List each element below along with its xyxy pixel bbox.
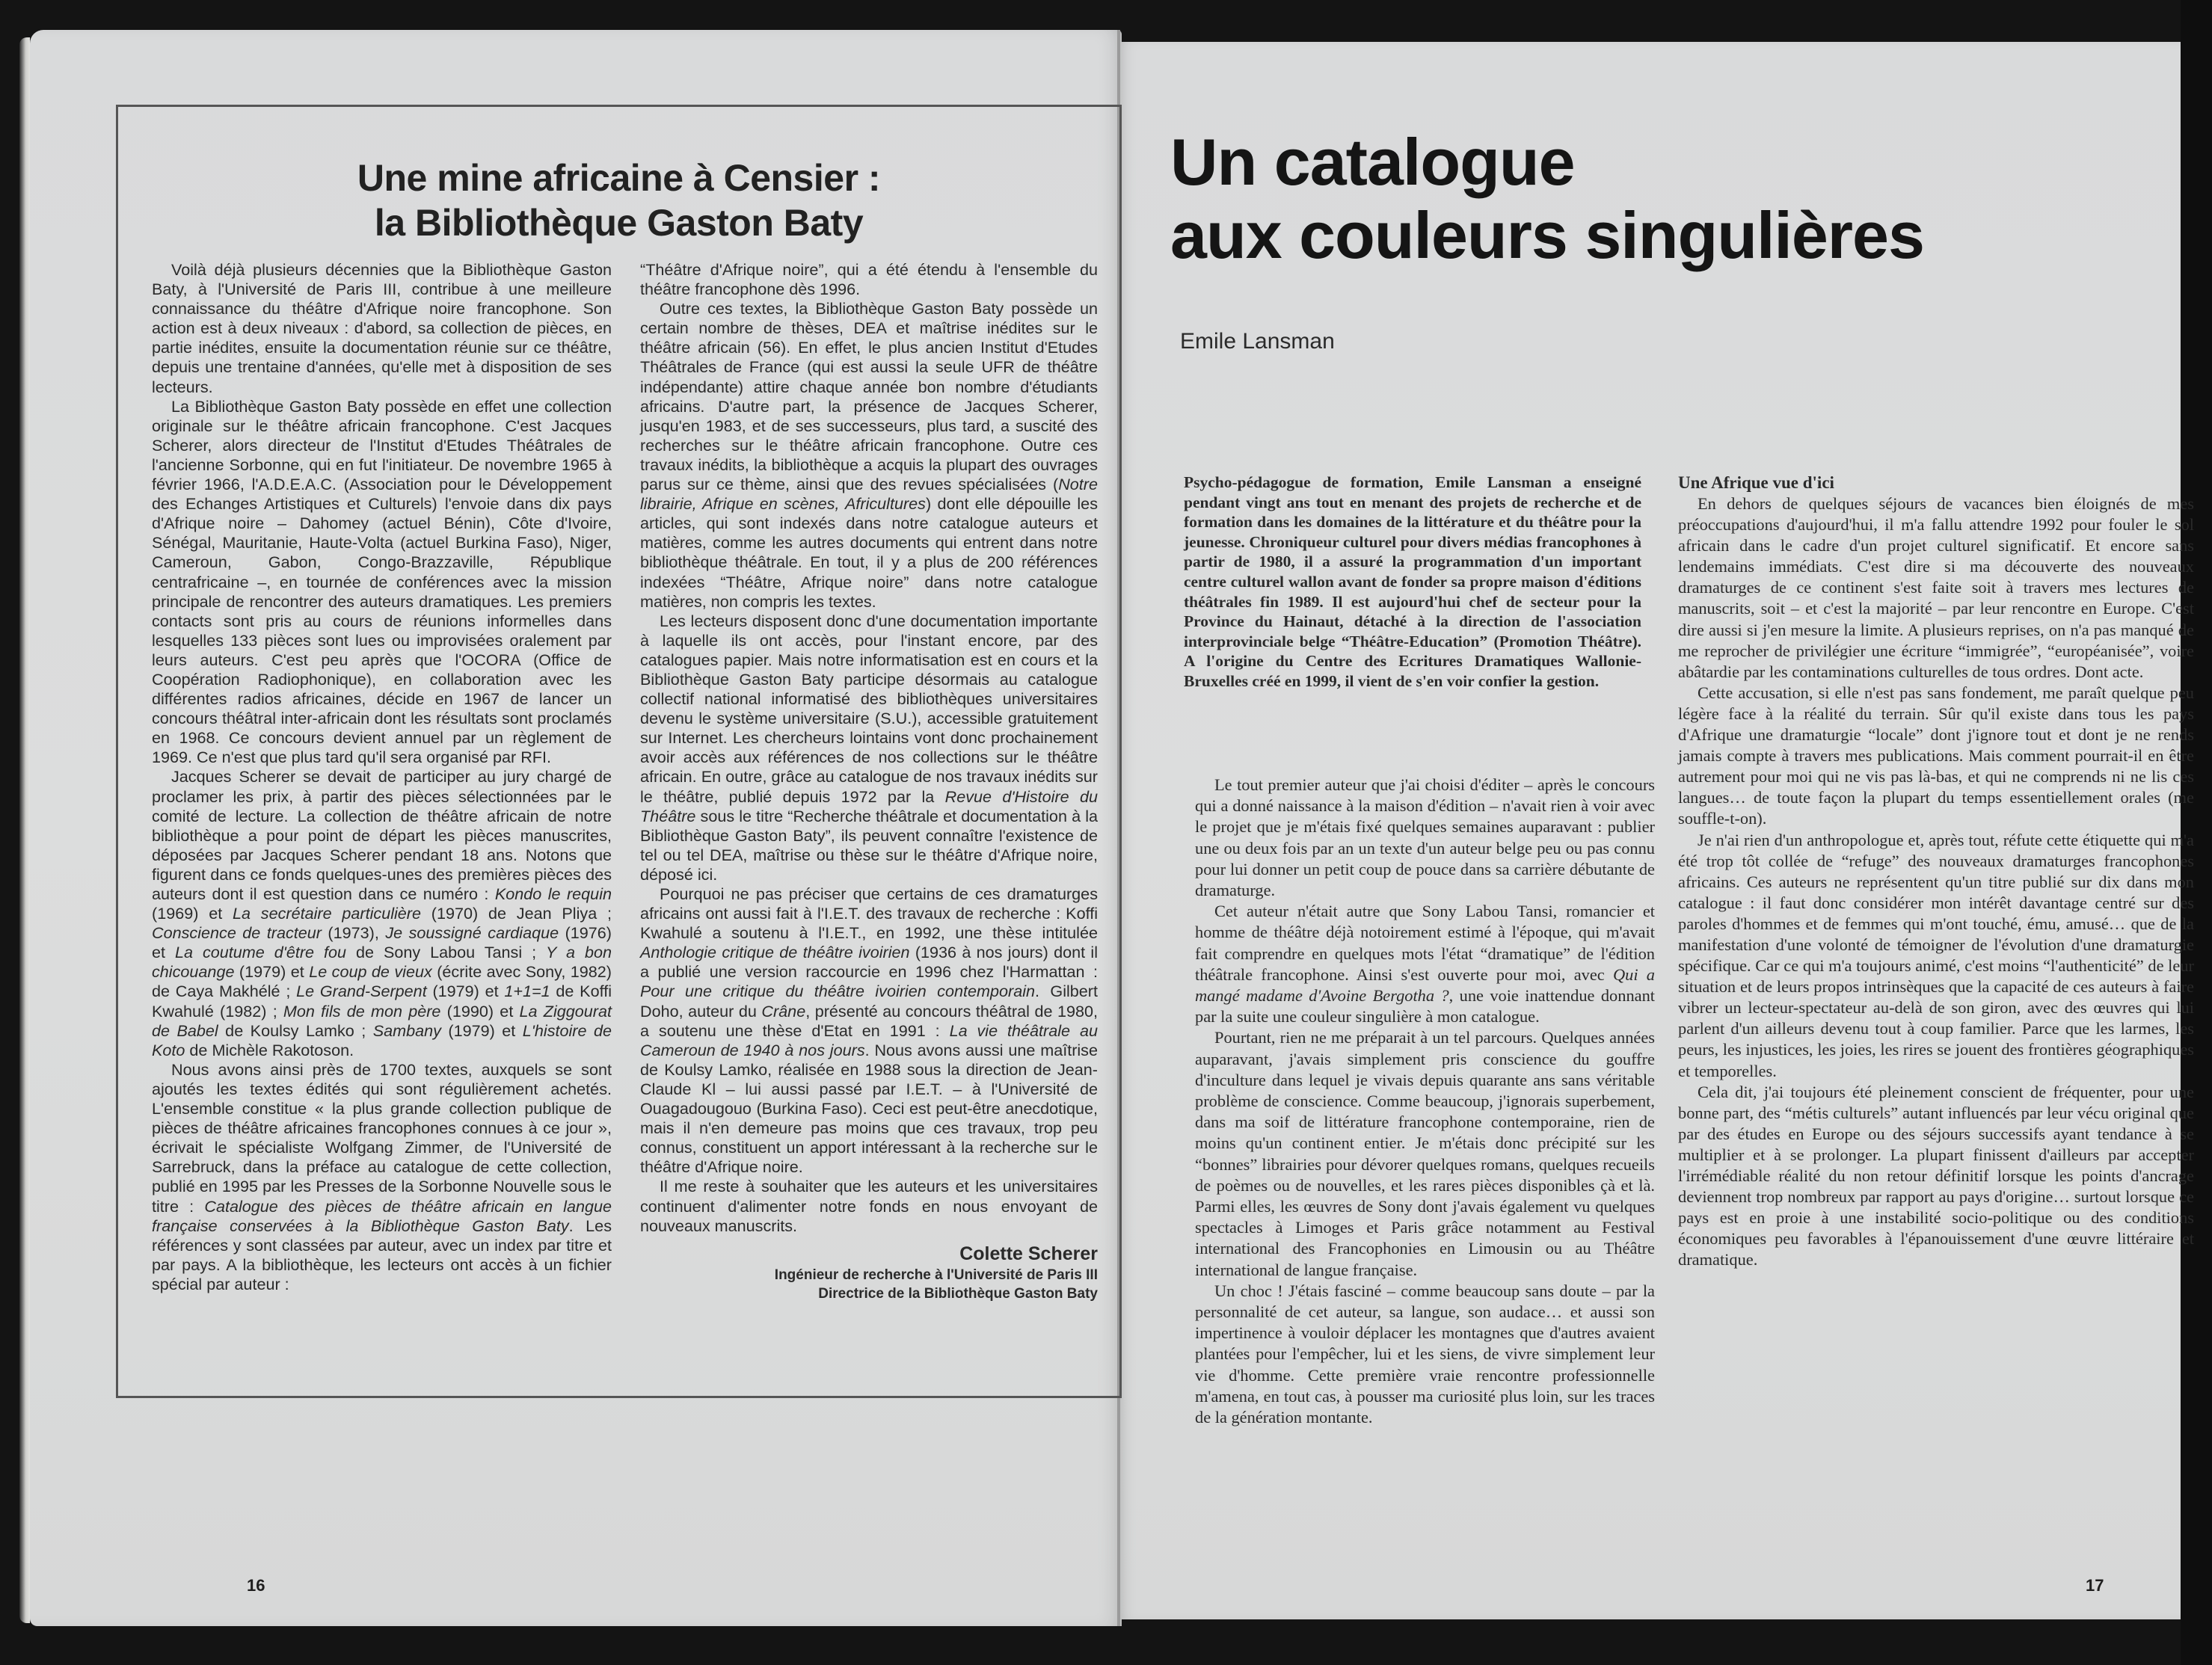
italic-title: Pour une critique du théâtre ivoirien contemporain: [640, 982, 1036, 1001]
italic-title: Crâne: [761, 1001, 806, 1021]
right-title-line-2: aux couleurs singulières: [1170, 198, 1924, 272]
italic-title: La secrétaire particulière: [233, 904, 422, 923]
italic-title: Notre librairie, Afrique en scènes, Africultures: [640, 475, 1098, 514]
right-article-column-1: [1195, 775, 1655, 1428]
italic-title: Catalogue des pièces de théâtre africain en langue française conservées à la Bibliothèque Gaston Baty: [152, 1196, 612, 1235]
signature-role-1: Ingénieur de recherche à l'Université de Paris III: [774, 1267, 1098, 1283]
page-number-left: 16: [247, 1576, 265, 1595]
paragraph: Le tout premier auteur que j'ai choisi d'éditer – après le concours qui a donné naissance à la maison d'édition – n'avait rien à voir avec le projet que je m'étais fixé quelques semaines auparavant : publier une ou deux fois par an un texte d'un auteur belge peu ou pas connu pour lui donner un petit coup de pouce dans sa carrière débutante de dramaturge.: [1195, 775, 1655, 900]
italic-title: Sambany: [372, 1021, 441, 1040]
right-article-title: [1170, 126, 1924, 272]
right-col2-body: [1678, 493, 2194, 1270]
signature-role-2: Directrice de la Bibliothèque Gaston Baty: [818, 1285, 1098, 1302]
page-number-right: 17: [2086, 1576, 2104, 1595]
paragraph: Cet auteur n'était autre que Sony Labou Tansi, romancier et homme de théâtre déjà notoirement estimé à l'époque, qui m'avait fait comprendre en quelques mots l'état “dramatique” de l'édition théâtrale francophone. Ainsi s'est ouverte pour moi, avec Qui a mangé madame d'Avoine Bergotha ?, une voie inattendue donnant par la suite une couleur singulière à mon catalogue.: [1195, 902, 1656, 1027]
paragraph: Cette accusation, si elle n'est pas sans fondement, me paraît quelque peu légère face à la réalité du terrain. Sûr qu'il existe dans tous les pays d'Afrique une dramaturgie “locale” dont j'ignore tout et dont je ne rends jamais compte à travers mes publications. Mais comment pourrait-il en être autrement pour moi qui ne vis pas là-bas, et qui ne comprends ni ne lis ces langues… de toute façon la plupart du temps essentiellement orales (me souffle-t-on).: [1678, 683, 2194, 828]
italic-title: La Ziggourat de Babel: [152, 1001, 612, 1040]
left-col2-body: [640, 260, 1098, 1236]
italic-title: Anthologie critique de théâtre ivoirien: [640, 943, 910, 962]
italic-title: 1+1=1: [504, 982, 550, 1001]
left-article-column-1: [152, 260, 612, 1294]
paragraph: Jacques Scherer se devait de participer au jury chargé de proclamer les prix, à partir des pièces sélectionnées par le comité de lecture. La collection de théâtre africain de notre bibliothèque a pour point de départ les pièces manuscrites, déposées par Jacques Scherer pendant 18 ans. Notons que figurent dans ce fonds quelques-unes des premières pièces des auteurs dont il est question dans ce numéro : Kondo le requin (1969) et La secrétaire particulière (1970) de Jean Pliya ; Conscience de tracteur (1973), Je soussigné cardiaque (1976) et La coutume d'être fou de Sony Labou Tansi ; Y a bon chicouange (1979) et Le coup de vieux (écrite avec Sony, 1982) de Caya Makhélé ; Le Grand-Serpent (1979) et 1+1=1 de Koffi Kwahulé (1982) ; Mon fils de mon père (1990) et La Ziggourat de Babel de Koulsy Lamko ; Sambany (1979) et L'histoire de Koto de Michèle Rakotoson.: [152, 767, 612, 1059]
author-bio-text: Psycho-pédagogue de formation, Emile Lansman a enseigné pendant vingt ans tout en menant des projets de recherche et de formation dans les domaines de la littérature et du théâtre pour la jeunesse. Chroniqueur culturel pour divers médias francophones à partir de 1980, il a assuré la programmation d'un important centre culturel wallon avant de fonder sa propre maison d'éditions théâtrales fin 1989. Il est aujourd'hui chef de secteur pour la Province du Hainaut, détaché à la direction de l'association interprovinciale belge “Théâtre-Education” (Promotion Théâtre). A l'origine du Centre des Ecritures Dramatiques Wallonie-Bruxelles créé en 1999, il vient de s'en voir confier la gestion.: [1184, 473, 1641, 690]
article-author: Emile Lansman: [1180, 329, 1335, 354]
left-article-column-2: [640, 260, 1098, 1303]
paragraph: Pourquoi ne pas préciser que certains de ces dramaturges africains ont aussi fait à l'I.E.T. des travaux de recherche : Koffi Kwahulé a soutenu à l'I.E.T., en 1992, une thèse intitulée Anthologie critique de théâtre ivoirien (1936 à nos jours) dont il a publié une version raccourcie en 1996 chez l'Harmattan : Pour une critique du théâtre ivoirien contemporain. Gilbert Doho, auteur du Crâne, présenté au concours théâtral de 1980, a soutenu une thèse d'Etat en 1991 : La vie théâtrale au Cameroun de 1940 à nos jours. Nous avons aussi une maîtrise de Koulsy Lamko, réalisée en 1988 sous la direction de Jean-Claude Kl – lui aussi passé par I.E.T. – à l'Université de Ouagadougouo (Burkina Faso). Ceci est peut-être anecdotique, mais il n'en demeure pas moins que ces travaux, trop peu connus, constituent un apport intéressant à la recherche sur le théâtre d'Afrique noire.: [640, 884, 1098, 1177]
paragraph: Voilà déjà plusieurs décennies que la Bibliothèque Gaston Baty, à l'Université de Paris III, contribue à une meilleure connaissance du théâtre d'Afrique noire francophone. Son action est à deux niveaux : d'abord, sa collection de pièces, en partie inédites, ensuite la documentation réunie sur ce théâtre, depuis une trentaine d'années, qu'elle met à disposition de ses lecteurs.: [152, 260, 612, 396]
italic-title: Revue d'Histoire du Théâtre: [640, 787, 1098, 825]
paragraph: Nous avons ainsi près de 1700 textes, auxquels se sont ajoutés les textes édités qui sont régulièrement achetés. L'ensemble constitue « la plus grande collection publique de pièces de théâtre africaines francophones connues à ce jour », écrivait le spécialiste Wolfgang Zimmer, de l'Université de Sarrebruck, dans la préface au catalogue de cette collection, publié en 1995 par les Presses de la Sorbonne Nouvelle sous le titre : Catalogue des pièces de théâtre africain en langue française conservées à la Bibliothèque Gaston Baty. Les références y sont classées par auteur, avec un index par titre et par pays. A la bibliothèque, les lecteurs ont accès à un fichier spécial par auteur :: [152, 1059, 612, 1293]
left-title-line-1: Une mine africaine à Censier :: [357, 157, 881, 199]
right-title-line-1: Un catalogue: [1170, 125, 1575, 199]
paragraph: “Théâtre d'Afrique noire”, qui a été étendu à l'ensemble du théâtre francophone dès 1996.: [640, 260, 1098, 299]
italic-title: Y a bon chicouange: [152, 943, 612, 982]
italic-title: Le Grand-Serpent: [296, 982, 427, 1001]
paragraph: Cela dit, j'ai toujours été pleinement conscient de fréquenter, pour une bonne part, des “métis culturels” autant influencés par leur vécu original que par des études en Europe ou des séjours successifs ayant tendance à se multiplier et à se prolonger. La plupart finissent d'ailleurs par accepter l'irrémédiable réalité du non retour définitif lorsque les points d'ancrage deviennent trop nombreux par rapport au pays d'origine… surtout lorsque ce pays est en proie à une instabilité socio-politique ou des conditions économiques peu favorables à l'épanouissement d'une œuvre littéraire et dramatique.: [1678, 1082, 2194, 1269]
left-title-line-2: la Bibliothèque Gaston Baty: [374, 202, 864, 244]
italic-title: Mon fils de mon père: [283, 1001, 441, 1021]
italic-title: Conscience de tracteur: [152, 923, 322, 943]
italic-title: La coutume d'être fou: [174, 943, 347, 962]
section-subheading: Une Afrique vue d'ici: [1678, 473, 1834, 492]
italic-title: Qui a mangé madame d'Avoine Bergotha ?: [1195, 964, 1655, 1006]
italic-title: Le coup de vieux: [309, 962, 432, 982]
italic-title: Kondo le requin: [494, 884, 612, 903]
paragraph: Il me reste à souhaiter que les auteurs et les universitaires continuent d'alimenter notre fonds en nous envoyant de nouveaux manuscrits.: [640, 1177, 1098, 1235]
paragraph: Pourtant, rien ne me préparait à un tel parcours. Quelques années auparavant, j'avais simplement pris conscience du gouffre d'inculture dans lequel je vivais depuis quarante ans sans véritable problème de conscience. Comme beaucoup, j'ignorais superbement, dans ma soif de littérature francophone contemporaine, rien de moins qu'un continent entier. Je m'étais donc précipité sur les “bonnes” librairies pour dévorer quelques romans, quelques recueils de poèmes ou de nouvelles, et les rares pièces disponibles çà et là. Parmi elles, les œuvres de Sony dont j'avais également vu quelques spectacles à Limoges et Paris grâce notamment au Festival international des Francophonies en Limousin ou au Théâtre international de langue française.: [1195, 1028, 1655, 1279]
paragraph: Outre ces textes, la Bibliothèque Gaston Baty possède un certain nombre de thèses, DEA et maîtrise inédites sur le théâtre africain (56). En effet, le plus ancien Institut d'Etudes Théâtrales de France (qui est aussi la seule UFR de théâtre indépendante) attire chaque année bon nombre d'étudiants africains. D'autre part, la présence de Jacques Scherer, jusqu'en 1983, et de ses successeurs, plus tard, a suscité des recherches sur le théâtre africain francophone. Outre ces travaux inédits, la bibliothèque a acquis la plupart des ouvrages parus sur ce thème, ainsi que des revues spécialisées (Notre librairie, Afrique en scènes, Africultures) dont elle dépouille les articles, qui sont indexés dans notre catalogue auteurs et matières, comme les autres documents qui entrent dans notre bibliothèque théâtrale. En tout, il y a plus de 200 références indexées “Théâtre, Afrique noire” dans notre catalogue matières, non compris les textes.: [640, 299, 1098, 611]
paragraph: Je n'ai rien d'un anthropologue et, après tout, réfute cette étiquette qui m'a été trop tôt collée de “refuge” des nouveaux dramaturges francophones africains. Ces auteurs ne représentent qu'un titre publié sur dix dans mon catalogue : il faut donc considérer mon intérêt davantage centré sur des paroles d'hommes et de femmes qui m'ont touché, ému, amusé… que de la manifestation d'une volonté de témoigner de l'évolution d'une dramaturgie spécifique. Car ce qui m'a toujours animé, c'est moins “l'authenticité” de leur situation et de leurs propos intrinsèques que la capacité de ces auteurs à faire vibrer un lecteur-spectateur au-delà de son giron, avec des œuvres qui lui parlent d'un ailleurs devenu tout à coup familier. Parce que les larmes, les peurs, les injustices, les joies, les rires se jouent des frontières géographiques et temporelles.: [1678, 830, 2194, 1080]
italic-title: La vie théâtrale au Cameroun de 1940 à nos jours: [640, 1021, 1098, 1059]
paragraph: Un choc ! J'étais fasciné – comme beaucoup sans doute – par la personnalité de cet auteur, sa langue, son audace… et aussi son impertinence à vouloir déplacer les montagnes que d'autres avaient plantées pour l'empêcher, lui et les siens, de vivre simplement leur vie d'homme. Cette première vraie rencontre professionnelle m'amena, en tout cas, à pousser ma curiosité plus loin, sur les traces de la génération montante.: [1195, 1281, 1655, 1427]
italic-title: Je soussigné cardiaque: [385, 923, 559, 943]
author-bio-intro: [1184, 473, 1641, 692]
paragraph: En dehors de quelques séjours de vacances bien éloignés de mes préoccupations d'aujourd'hui, il m'a fallu attendre 1992 pour fouler le sol africain dans le cadre d'un projet culturel significatif. Et encore sans lendemains immédiats. C'est dire si ma découverte des nouveaux dramaturges de ce continent s'est faite soit à travers mes lectures de manuscrits, soit – et c'est la majorité – par leur rencontre en Europe. C'est dire aussi si j'en mesure la limite. A plusieurs reprises, on n'a pas manqué de me reprocher de privilégier une écriture “immigrée”, “européanisée”, voire abâtardie par les contaminations culturelles de tous ordres. Dont acte.: [1678, 494, 2194, 681]
italic-title: L'histoire de Koto: [152, 1021, 612, 1059]
left-article-title: [118, 156, 1119, 245]
signature-name: Colette Scherer: [959, 1243, 1098, 1264]
right-article-column-2: [1678, 473, 2194, 1270]
paragraph: Les lecteurs disposent donc d'une documentation importante à laquelle ils ont accès, pour l'instant encore, par des catalogues papier. Mais notre informatisation est en cours et la Bibliothèque Gaston Baty participe désormais au catalogue collectif national informatisé des bibliothèques universitaires devenu le système universitaire (S.U.), accessible gratuitement sur Internet. Les chercheurs lointains vont donc prochainement avoir accès aux références de nos collections sur le théâtre africain. En outre, grâce au catalogue de nos travaux inédits sur le théâtre, publié depuis 1972 par la Revue d'Histoire du Théâtre sous le titre “Recherche théâtrale et documentation à la Bibliothèque Gaston Baty”, ils peuvent connaître l'existence de tel ou tel DEA, maîtrise ou thèse sur le théâtre d'Afrique noire, déposé ici.: [640, 611, 1098, 884]
left-article-box: [116, 105, 1122, 1398]
paragraph: La Bibliothèque Gaston Baty possède en effet une collection originale sur le théâtre africain francophone. C'est Jacques Scherer, alors directeur de l'Institut d'Etudes Théâtrales de l'ancienne Sorbonne, qui en fut l'initiateur. De novembre 1965 à février 1966, l'A.D.E.A.C. (Association pour le Développement des Echanges Artistiques et Culturels) l'envoie dans dix pays d'Afrique noire – Dahomey (actuel Bénin), Côte d'Ivoire, Sénégal, Mauritanie, Haute-Volta (actuel Burkina Faso), Niger, Cameroun, Gabon, Congo-Brazzaville, République centrafricaine –, en tournée de conférences avec la mission principale de rencontrer des auteurs dramatiques. Les premiers contacts sont pris au cours de réunions informelles dans lesquelles 133 pièces sont lues ou improvisées oralement par leurs auteurs. C'est peu après que l'OCORA (Office de Coopération Radiophonique), en collaboration avec les différentes radios africaines, décide en 1967 de lancer un concours théâtral inter-africain dont les résultats sont proclamés en 1968. Ce concours devient annuel par un règlement de 1969. Ce n'est que plus tard qu'il sera organisé par RFI.: [152, 396, 612, 767]
